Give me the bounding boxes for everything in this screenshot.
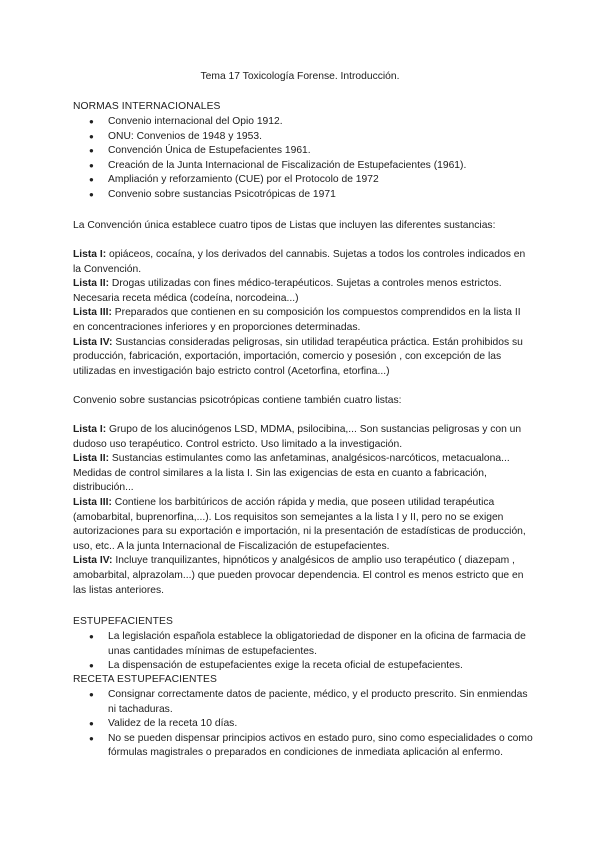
document-title: Tema 17 Toxicología Forense. Introducción. (200, 71, 400, 82)
normas-list (73, 115, 533, 203)
psico-lists (73, 423, 533, 598)
estupefacientes-heading: ESTUPEFACIENTES (73, 616, 173, 627)
lista-text: Grupo de los alucinógenos LSD, MDMA, psilocibina,... Son sustancias peligrosas y con un dudoso uso terapéutico. Control estricto. Uso limitado a la investigación. (73, 424, 522, 450)
list-item: ● Consignar correctamente datos de paciente, médico, y el producto prescrito. Sin enmiendas ni tachaduras. (73, 688, 533, 717)
list-item: ● La dispensación de estupefacientes exige la receta oficial de estupefacientes. (73, 659, 533, 674)
lista-label: Lista III: (73, 307, 112, 319)
estupefacientes-list (73, 630, 533, 674)
lista-label: Lista II: (73, 278, 110, 290)
receta-heading: RECETA ESTUPEFACIENTES (73, 674, 217, 685)
lista-label: Lista II: (73, 453, 110, 465)
list-item: ● No se pueden dispensar principios activos en estado puro, sino como especialidades o como fórmulas magistrales o preparados en condiciones de inmediata aplicación al enfermo. (73, 732, 533, 761)
lista-label: Lista IV: (73, 555, 113, 567)
list-item: ● Convención Única de Estupefacientes 1961. (73, 144, 533, 159)
psico-lista-4 (73, 554, 533, 598)
lista-label: Lista I: (73, 424, 107, 435)
convencion-lists (73, 248, 533, 379)
receta-list (73, 688, 533, 761)
lista-label: Lista III: (73, 496, 112, 508)
list-item: ● Convenio sobre sustancias Psicotrópicas de 1971 (73, 188, 533, 203)
lista-label: Lista I: (73, 249, 107, 260)
convencion-intro: La Convención única establece cuatro tipos de Listas que incluyen las diferentes sustancias: (73, 220, 496, 231)
list-item: ● Validez de la receta 10 días. (73, 717, 533, 732)
convencion-lista-4 (73, 336, 533, 380)
lista-text: Contiene los barbitúricos de acción rápida y media, que poseen utilidad terapéutica (amobarbital, buprenorfina,...). Los requisitos son semejantes a la lista I y II, pero no se exigen autorizaciones para su exportación e importación, ni la presentación de estadísticas de producción, uso, etc.. A la junta Internacional de Fiscalización de estupefacientes. (73, 496, 526, 552)
list-item: ● Creación de la Junta Internacional de Fiscalización de Estupefacientes (1961). (73, 159, 533, 174)
lista-text: Sustancias estimulantes como las anfetaminas, analgésicos-narcóticos, metacualona... Medidas de control similares a la lista I. Sin las exigencias de esta en cuanto a fabricación, distribución... (73, 453, 510, 494)
convencion-lista-3 (73, 306, 533, 335)
list-item: ● La legislación española establece la obligatoriedad de disponer en la oficina de farmacia de unas cantidades mínimas de estupefacientes. (73, 630, 533, 659)
lista-text: Sustancias consideradas peligrosas, sin utilidad terapéutica práctica. Están prohibidos su producción, fabricación, exportación, importación, comercio y posesión , con excepción de las utilizadas en investigación bajo estricto control (Acetorfina, etorfina...) (73, 336, 523, 377)
lista-label: Lista IV: (73, 336, 113, 348)
psico-intro: Convenio sobre sustancias psicotrópicas contiene también cuatro listas: (73, 395, 402, 406)
psico-lista-2 (73, 452, 533, 496)
list-item: ● Ampliación y reforzamiento (CUE) por el Protocolo de 1972 (73, 173, 533, 188)
normas-heading: NORMAS INTERNACIONALES (73, 101, 221, 112)
psico-lista-1 (73, 423, 533, 452)
psico-lista-3 (73, 496, 533, 554)
lista-text: Incluye tranquilizantes, hipnóticos y analgésicos de amplio uso terapéutico ( diazepam , amobarbital, alprazolam...) que pueden provocar dependencia. El control es menos estricto que en las listas anteriores. (73, 555, 524, 596)
convencion-lista-1 (73, 248, 533, 277)
list-item: ● Convenio internacional del Opio 1912. (73, 115, 533, 130)
lista-text: Preparados que contienen en su composición los compuestos comprendidos en la lista II en concentraciones inferiores y en proporciones determinadas. (73, 307, 521, 333)
lista-text: opiáceos, cocaína, y los derivados del cannabis. Sujetas a todos los controles indicados en la Convención. (73, 249, 526, 275)
lista-text: Drogas utilizadas con fines médico-terapéuticos. Sujetas a controles menos estrictos. Necesaria receta médica (codeína, norcodeina...) (73, 278, 502, 304)
convencion-lista-2 (73, 277, 533, 306)
list-item: ● ONU: Convenios de 1948 y 1953. (73, 130, 533, 145)
